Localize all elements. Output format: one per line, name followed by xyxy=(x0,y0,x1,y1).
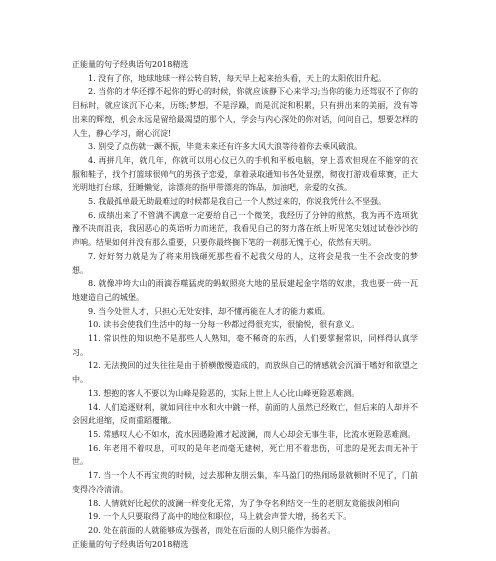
list-item: 14. 人们追逐财利，就如同往中水和火中跳一样，前面的人虽然已经败亡，但后来的人却并不会因此退缩，反而重蹈覆辙。 xyxy=(72,402,418,426)
list-item: 9. 当今处世人才，只担心无处安排，却不懂再能在人才的能力素质。 xyxy=(88,306,331,316)
list-item: 16. 年老用不着叹息，可叹的是年老而毫无建树，死亡用不着悲伤，可悲的是死去而无补于世。 xyxy=(72,443,418,467)
list-item: 10. 读书会使我们生活中的每一分每一秒都过得很充实，很愉悦，很有意义。 xyxy=(88,320,360,330)
paragraph-list xyxy=(72,72,418,538)
list-item: 4. 再拼几年，就几年，你就可以用心仪已久的手机和平板电脑，穿上喜欢但现在不能穿的衣服和鞋子，找个打篮球很帅气的男孩子恋爱，拿着录取通知书各处显摆，彻夜打游戏看球赛，正大光明地打台球，狂睡懒觉，涂漂亮的指甲带漂亮的饰品，加油吧，亲爱的女孩。 xyxy=(72,155,418,193)
document-title: 正能量的句子经典语句2018精选 xyxy=(72,60,189,69)
list-item: 15. 常感叹人心不如水，流水因遇险滩才起波澜，而人心却会无事生非，比流水更险恶难测。 xyxy=(88,429,416,439)
list-item: 13. 想抱的客人不要以为山峰是险恶的，实际上世上人心比山峰更险恶难测。 xyxy=(88,388,360,398)
list-item: 17. 当一个人不再宝贵的时候，过去那种友朋云集，车马盈门的热闹场景就顿时不见了，门前变得冷冷清清。 xyxy=(72,471,418,494)
list-item: 1. 没有了你，地球地球一样公转自转，每天早上起来抬头看，天上的太阳依旧升起。 xyxy=(88,73,387,83)
list-item: 5. 我最孤单最无助最难过的时候都是我自己一个人熬过来的，你说我凭什么不坚强。 xyxy=(88,197,387,207)
next-page-header-partial: 正能量的句子经典语句2018精选 xyxy=(72,539,189,549)
list-item: 19. 一个人只要取得了高中的地位和职位，马上就会声誉大增，扬名天下。 xyxy=(88,512,352,522)
document-page xyxy=(72,58,418,551)
list-item: 18. 人情就好比起伏的波澜一样变化无常，为了争夺名利结交一生的老朋友竟能拔剑相向 xyxy=(88,498,400,508)
list-item: 3. 别受了点伤就一蹶不振，毕竟未来还有许多大风大浪等待着你去乘风破浪。 xyxy=(88,142,363,152)
list-item: 12. 无法挽回的过失往往是由于骄横傲慢造成的，而放纵自己的情感就会沉湎于嗜好和欲望之中。 xyxy=(72,361,418,385)
list-item: 8. 就像冲垮大山的雨滴吞噬猛虎的蚂蚁照亮大地的星辰建起金字塔的奴隶，我也要一砖一瓦地建造自己的城堡。 xyxy=(72,279,418,302)
list-item: 20. 处在前面的人就能够成为强者，而处在后面的人则只能作为弱者。 xyxy=(88,525,336,535)
list-item: 7. 好好努力就是为了将来用钱砸死那些看不起我父母的人，这将会是我一生不会改变的梦想。 xyxy=(72,251,418,275)
list-item: 11. 常识性的知识绝不是那些人人熟知，毫不稀奇的东西，人们要掌握常识，同样得认真学习。 xyxy=(72,334,418,357)
list-item: 2. 当你的才华还撑不起你的野心的时候，你就应该静下心来学习;当你的能力还驾驭不了你的目标时，就应该沉下心来，历练;梦想，不是浮躁，而是沉淀和积累，只有拼出来的美丽，没有等出来的辉煌，机会永远是留给最渴望的那个人，学会与内心深处的你对话，问问自己，想要怎样的人生，静心学习，耐心沉淀! xyxy=(72,87,418,138)
list-item: 6. 成绩出来了不管满不满意一定要给自己一个微笑，我经历了分钟的煎熬，我为再不选项犹豫不决而沮丧，我因恶心的英语听力而迷茫，我看见自己的努力落在纸上听见笔尖划过试卷沙沙的声响。结果如何并没有那么重要，只要你最终搁下笔的一刹那无愧于心，依然有天明。 xyxy=(72,210,418,248)
